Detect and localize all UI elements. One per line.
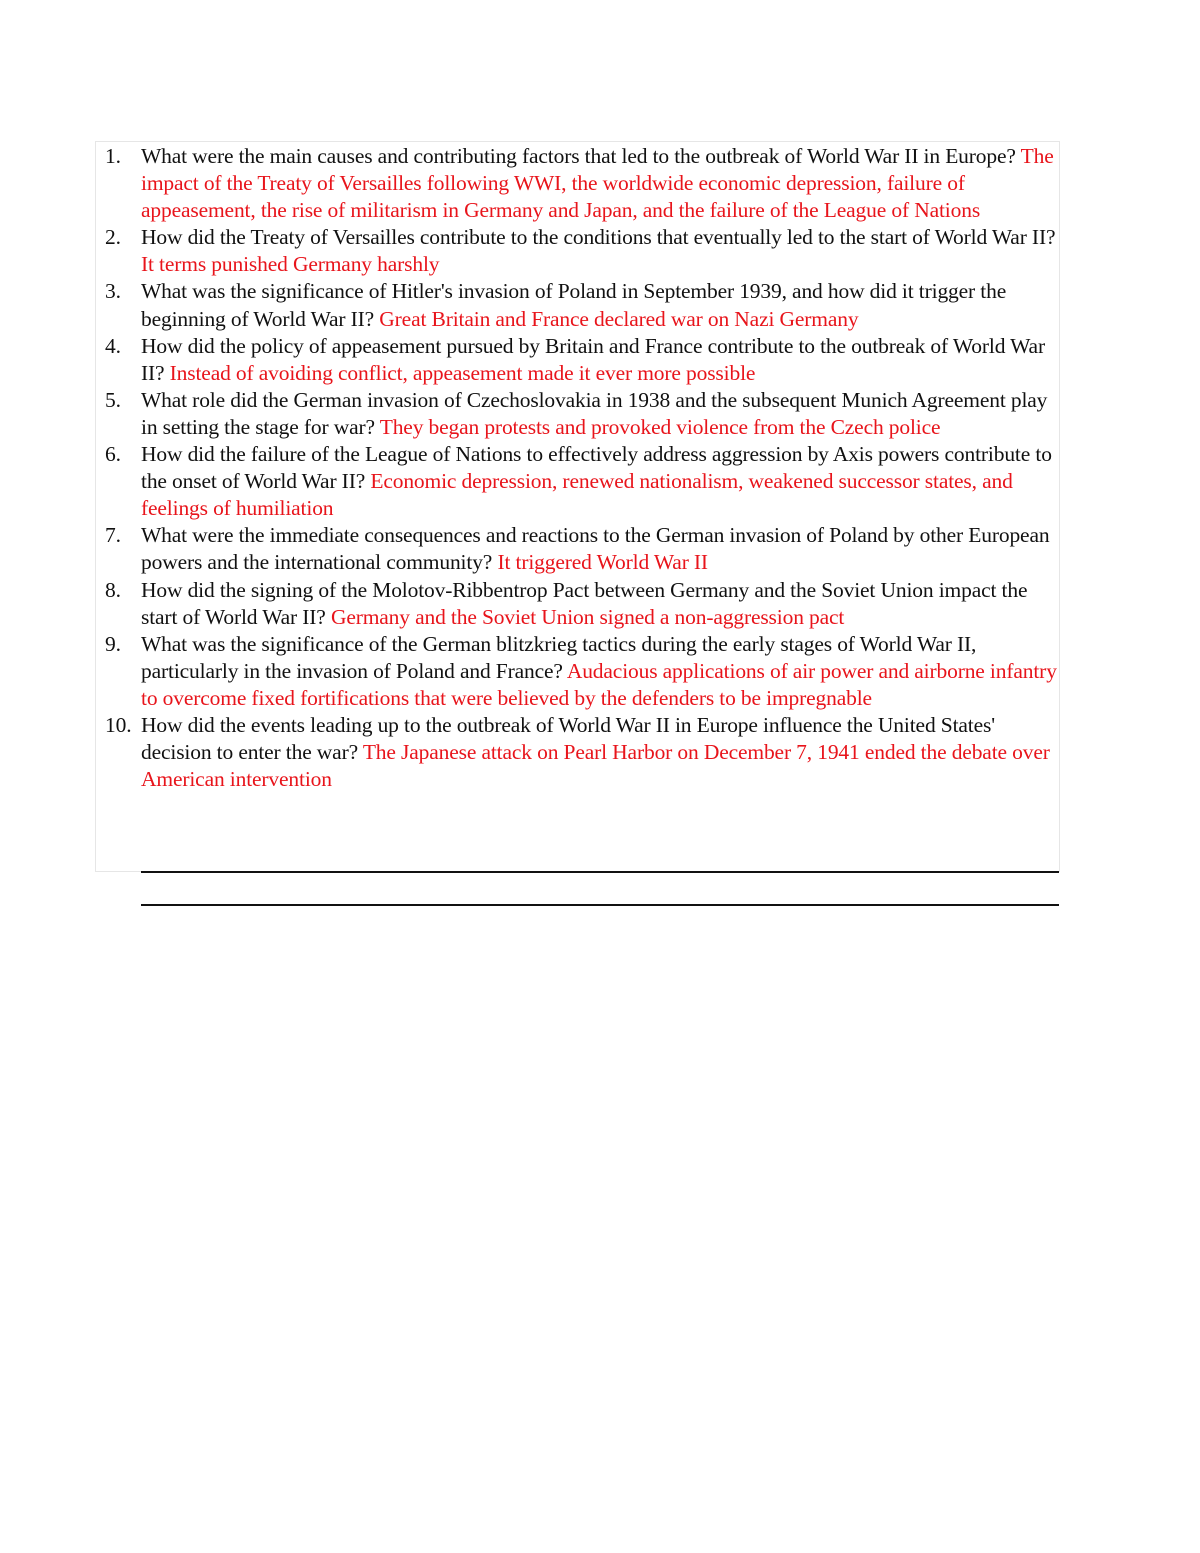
item-number: 10. [105,712,132,737]
item-number: 9. [105,631,121,656]
question-text: How did the failure of the League of Nations to effectively address aggression by Axis powers contribute to the onset of World War II? [141,442,1052,494]
question-list [100,143,1058,793]
answer-text: They began protests and provoked violence from the Czech police [379,414,941,439]
answer-text: Economic depression, renewed nationalism, weakened successor states, and feelings of humiliation [141,469,1013,521]
list-item [100,631,1058,712]
list-item [100,387,1058,441]
question-text: How did the signing of the Molotov-Ribbentrop Pact between Germany and the Soviet Union impact the start of World War II? [141,577,1028,629]
item-number: 4. [105,333,121,358]
list-item [100,143,1058,224]
question-text: What role did the German invasion of Czechoslovakia in 1938 and the subsequent Munich Agreement play in setting the stage for war? [141,387,1048,439]
question-text: How did the events leading up to the outbreak of World War II in Europe influence the United States' decision to enter the war? [141,712,995,765]
list-item [100,712,1058,793]
answer-text: The Japanese attack on Pearl Harbor on December 7, 1941 ended the debate over American intervention [141,740,1050,792]
question-text: What was the significance of Hitler's invasion of Poland in September 1939, and how did it trigger the beginning of World War II? [141,279,1007,331]
answer-text: Audacious applications of air power and airborne infantry to overcome fixed fortifications that were believed by the defenders to be impregnable [141,658,1057,710]
item-number: 1. [105,144,121,168]
answer-line [141,871,1059,873]
item-number: 3. [105,279,121,304]
item-number: 5. [105,387,121,412]
question-text: What were the immediate consequences and reactions to the German invasion of Poland by other European powers and the international community? [141,523,1050,575]
list-item [100,441,1058,522]
item-number: 8. [105,577,121,602]
question-text: How did the Treaty of Versailles contribute to the conditions that eventually led to the start of World War II? [141,225,1056,250]
item-number: 7. [105,523,121,548]
item-number: 2. [105,225,121,250]
list-item [100,224,1058,278]
answer-text: Great Britain and France declared war on Nazi Germany [379,306,859,331]
answer-text: Instead of avoiding conflict, appeasement made it ever more possible [169,360,756,385]
item-number: 6. [105,442,121,467]
question-text: How did the policy of appeasement pursued by Britain and France contribute to the outbreak of World War II? [141,333,1045,385]
list-item [100,333,1058,387]
answer-text: Germany and the Soviet Union signed a non-aggression pact [330,604,845,629]
answer-text: It triggered World War II [497,550,708,575]
answer-text: The impact of the Treaty of Versailles following WWI, the worldwide economic depression, failure of appeasement, the rise of militarism in Germany and Japan, and the failure of the League of Nations [141,144,1054,223]
answer-text: It terms punished Germany harshly [141,252,440,277]
question-text: What was the significance of the German blitzkrieg tactics during the early stages of World War II, particularly in the invasion of Poland and France? [141,631,977,683]
list-item [100,577,1058,631]
list-item [100,522,1058,576]
list-item [100,278,1058,332]
answer-line [141,904,1059,906]
question-text: What were the main causes and contributing factors that led to the outbreak of World War II in Europe? [141,144,1016,168]
